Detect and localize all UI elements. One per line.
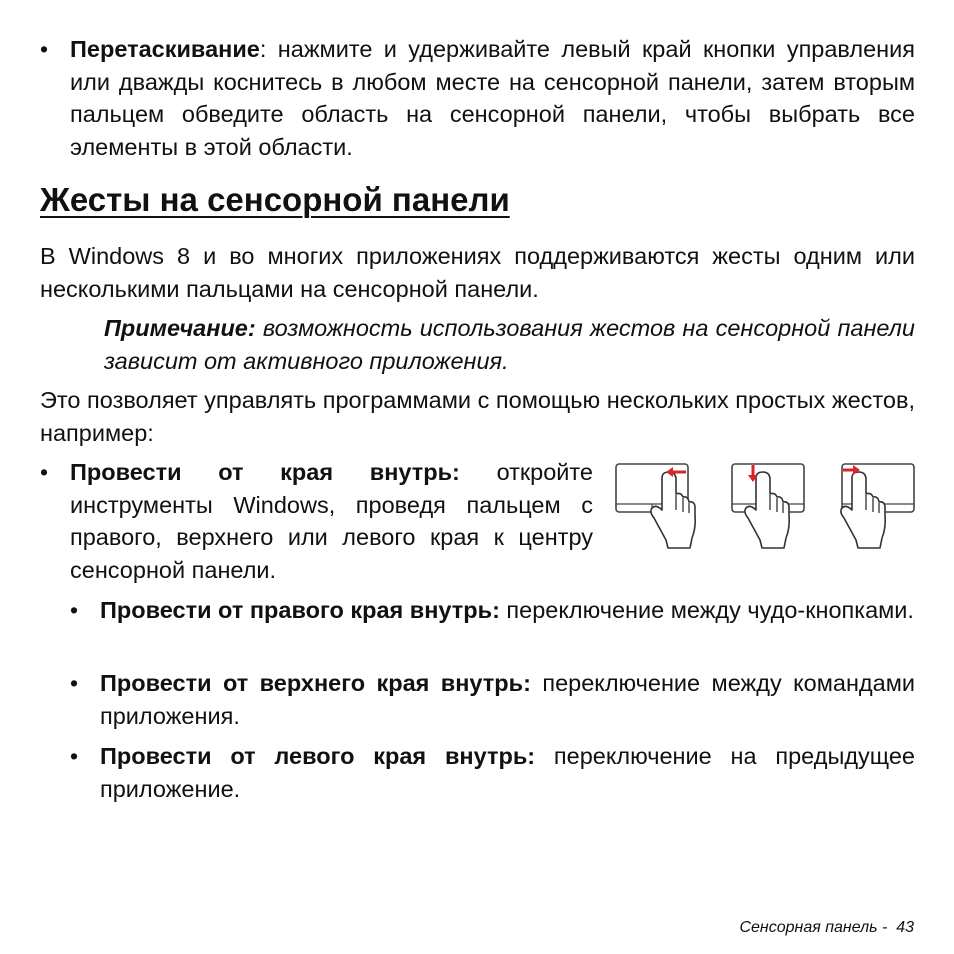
- footer-section: Сенсорная панель -: [739, 919, 888, 936]
- bullet-sub-1: •: [70, 597, 79, 623]
- note-label: Примечание:: [104, 315, 256, 341]
- sub-item-term: Провести от левого края внутрь:: [100, 743, 536, 769]
- swipe-text: откройте инструменты Windows, проведя пальцем с правого, верхнего или левого края к центру сенсорной панели.: [70, 459, 594, 583]
- swipe-term: Провести от края внутрь:: [70, 459, 460, 485]
- page-number: 43: [896, 919, 914, 936]
- sub-item-top: [100, 667, 915, 732]
- sub-item-right: [100, 594, 915, 627]
- drag-term: Перетаскивание: [70, 36, 260, 62]
- bullet-sub-3: •: [70, 743, 79, 769]
- lead-paragraph: Это позволяет управлять программами с помощью нескольких простых жестов, например:: [40, 387, 915, 446]
- page-title: Жесты на сенсорной панели: [40, 181, 510, 218]
- gesture-figure: [612, 460, 918, 555]
- sub-item-term: Провести от правого края внутрь:: [100, 597, 500, 623]
- bullet-sub-2: •: [70, 670, 79, 696]
- bullet-drag: •: [40, 36, 49, 62]
- bullet-swipe: •: [40, 459, 49, 485]
- sub-item-text: переключение между командами приложения.: [100, 670, 915, 729]
- sub-item-left: [100, 740, 915, 805]
- drag-paragraph: [70, 33, 915, 163]
- swipe-top-edge-icon: [732, 464, 804, 548]
- sub-item-text: переключение на предыдущее приложение.: [100, 743, 916, 802]
- drag-text: : нажмите и удерживайте левый край кнопки управления или дважды коснитесь в любом месте на сенсорной панели, затем вторым пальцем обведите область на сенсорной панели, чтобы выбрать все элементы в этой области.: [70, 36, 915, 160]
- sub-item-term: Провести от верхнего края внутрь:: [100, 670, 531, 696]
- note-text: возможность использования жестов на сенсорной панели зависит от активного приложения.: [104, 315, 915, 374]
- sub-item-text: переключение между чудо-кнопками.: [499, 597, 914, 623]
- note-paragraph: [104, 312, 915, 377]
- swipe-paragraph: [70, 456, 593, 586]
- intro-paragraph: В Windows 8 и во многих приложениях поддерживаются жесты одним или несколькими пальцами на сенсорной панели.: [40, 243, 915, 302]
- page-footer: [739, 918, 914, 938]
- swipe-left-edge-icon: [841, 464, 914, 548]
- swipe-right-edge-icon: [616, 464, 695, 548]
